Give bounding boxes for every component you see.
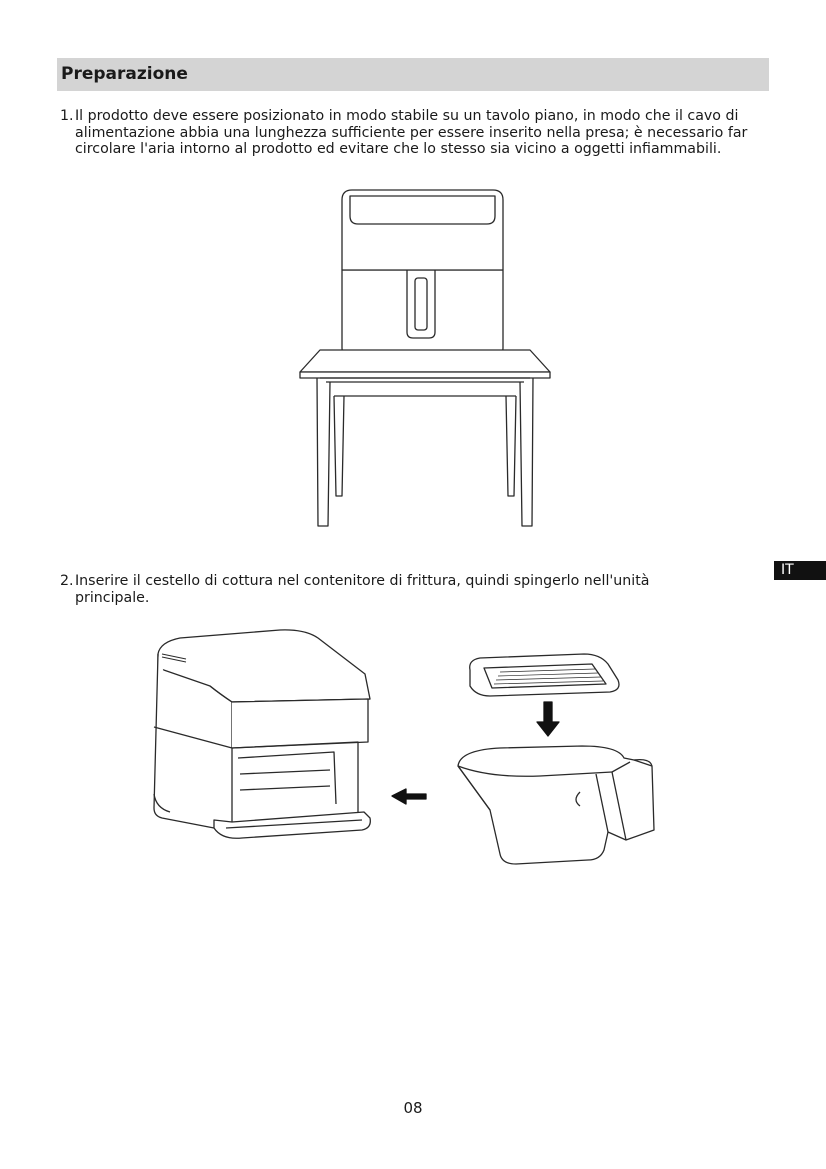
section-header — [57, 58, 769, 91]
step-1-text: Il prodotto deve essere posizionato in modo stabile su un tavolo piano, in modo che il cavo di alimentazione abbia una lunghezza sufficiente per essere inserito nella presa; è necessario far circolare l'aria intorno al prodotto ed evitare che lo stesso sia vicino a oggetti infiammabili. — [75, 108, 748, 157]
arrow-down-icon — [537, 702, 559, 736]
language-tab — [774, 561, 826, 580]
step-2-text: Inserire il cestello di cottura nel contenitore di frittura, quindi spingerlo nell'unità principale. — [75, 573, 650, 606]
language-tab-label: IT — [781, 562, 794, 578]
page-number: 08 — [403, 1099, 423, 1117]
step-1-number: 1. — [60, 108, 74, 124]
section-title: Preparazione — [61, 64, 188, 84]
air-fryer-on-table-illustration — [290, 186, 560, 531]
step-2-number: 2. — [60, 573, 74, 589]
step-1 — [60, 108, 780, 158]
arrow-left-icon — [392, 789, 426, 804]
basket-assembly-illustration — [140, 624, 670, 874]
step-2 — [60, 573, 660, 606]
